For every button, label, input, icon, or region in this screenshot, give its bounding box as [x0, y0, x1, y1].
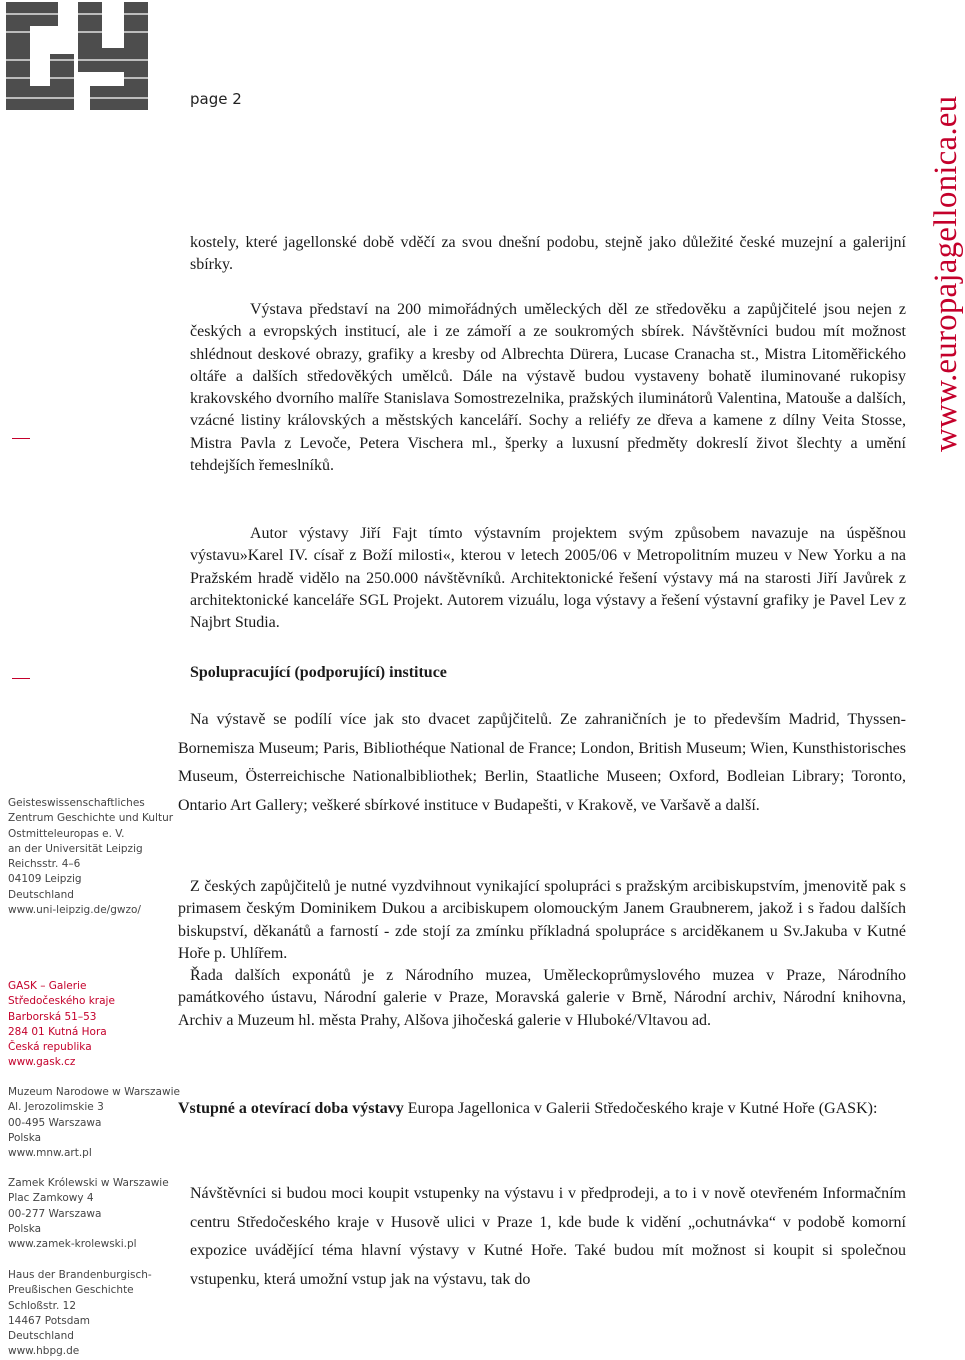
sidebar-address-gwzo	[8, 796, 173, 918]
address-line: Muzeum Narodowe w Warszawie	[8, 1086, 180, 1098]
address-line: Geisteswissenschaftliches	[8, 797, 145, 809]
address-line: Reichsstr. 4–6	[8, 858, 81, 871]
margin-rule-1	[12, 438, 30, 439]
address-line: 284 01 Kutná Hora	[8, 1025, 107, 1038]
paragraph-exhibition: Výstava představí na 200 mimořádných uměleckých děl ze středověku a zapůjčitelé jsou nejen z českých a evropských institucí, ale i ze zámoří a ze soukromých sbírek. Návštěvníci budou mít možnost shlédnout deskové obrazy, grafiky a kresby od Albrechta Dürera, Lucase Cranacha st., Mistra Litoměřického oltáře a dalších středověkých umělců. Dále na výstavě budou vystaveny bohatě iluminované rukopisy krakovského dvorního malíře Stanislava Somostrezelnika, pražských iluminátorů Valentina, Matouše a dalších, vzácné listiny královských a městských kanceláří. Sochy a reliéfy ze dřeva a kamene z dílny Veita Stosse, Mistra Pavla z Levoče, Petera Vischera ml., šperky a luxusní předměty dokreslí život šlechty a umění tehdejších řemeslníků.	[190, 301, 906, 475]
address-line: Zamek Królewski w Warszawie	[8, 1177, 169, 1189]
address-line: Plac Zamkowy 4	[8, 1192, 94, 1205]
address-line: Ostmitteleuropas e. V.	[8, 827, 125, 840]
address-line: 00-277 Warszawa	[8, 1207, 102, 1220]
paragraph-author: Autor výstavy Jiří Fajt tímto výstavním projektem svým způsobem navazuje na úspěšnou výstavu»Karel IV. císař z Boží milosti«, kterou v letech 2005/06 v Metropolitním muzeu v New Yorku a na Pražském hradě vidělo na 250.000 návštěvníků. Architektonické řešení výstavy má na starosti Jiří Javůrek z architektonické kanceláře SGL Projekt. Autorem vizuálu, loga výstavy a řešení výstavní grafiky je Pavel Lev z Najbrt Studia.	[190, 525, 906, 632]
address-link[interactable]: www.hbpg.de	[8, 1345, 80, 1358]
sidebar-address-gask	[8, 979, 115, 1071]
address-line: Polska	[8, 1131, 42, 1144]
page-number: page 2	[190, 90, 242, 108]
vertical-website-url: www.europajagellonica.eu	[928, 95, 964, 452]
address-line: Středočeského kraje	[8, 995, 115, 1008]
address-link[interactable]: www.zamek-krolewski.pl	[8, 1238, 137, 1251]
paragraph-lenders-other: Řada dalších exponátů je z Národního muzea, Uměleckoprůmyslového muzea v Praze, Národního památkového ústavu, Národní galerie v Praze, Moravská galerie v Brně, Národní archiv, Národní knihovna, Archiv a Muzeum hl. města Prahy, Alšova jihočeská galerie v Hluboké/Vltavou ad.	[178, 967, 906, 1029]
address-link[interactable]: www.uni-leipzig.de/gwzo/	[8, 904, 141, 917]
address-link[interactable]: www.gask.cz	[8, 1056, 76, 1069]
address-line: Barborská 51–53	[8, 1010, 97, 1023]
address-line: Haus der Brandenburgisch-	[8, 1269, 152, 1281]
address-line: Česká republika	[8, 1041, 92, 1054]
sidebar-address-hbpg	[8, 1268, 152, 1360]
paragraph-lenders-foreign: Na výstavě se podílí více jak sto dvacet zapůjčitelů. Ze zahraničních je to především Madrid, Thyssen-Bornemisza Museum; Paris, Bibliothéque National de France; London, British Museum; Wien, Kunsthistorisches Museum, Österreichische Nationalbibliothek; Berlin, Staatliche Museen; Oxford, Bodleian Library; Toronto, Ontario Art Gallery; veškeré sbírkové instituce v Budapešti, v Krakově, ve Varšavě a další.	[178, 711, 906, 815]
address-line: Zentrum Geschichte und Kultur	[8, 812, 174, 825]
address-line: Deutschland	[8, 1330, 74, 1343]
address-line: Preußischen Geschichte	[8, 1284, 134, 1297]
paragraph-tickets: Návštěvníci si budou moci koupit vstupenky na výstavu i v předprodeji, a to i v nově otevřeném Informačním centru Středočeského kraje v Husově ulici v Praze 1, kde bude k vidění „ochutnávka“ v podobě komorní expozice uvádějící téma hlavní výstavy v Kutné Hoře. Také budou mít možnost si koupit si společnou vstupenku, která umožní vstup jak na výstavu, tak do	[190, 1185, 906, 1289]
section-heading: Spolupracující (podporující) instituce	[190, 664, 447, 681]
address-line: Schloßstr. 12	[8, 1299, 77, 1312]
sidebar-address-mnw	[8, 1085, 180, 1161]
address-line: 14467 Potsdam	[8, 1314, 91, 1327]
address-line: Polska	[8, 1222, 42, 1235]
margin-rule-2	[12, 678, 30, 679]
address-link[interactable]: www.mnw.art.pl	[8, 1147, 92, 1160]
paragraph-lenders-czech: Z českých zapůjčitelů je nutné vyzdvihnout vynikající spolupráci s pražským arcibiskupstvím, jmenovitě pak s primasem českým Dominikem Dukou a arcibiskupem olomouckým Janem Graubnerem, jakož i s řadou dalších biskupství, děkanátů a farností - zde stojí za zmínku příkladná spolupráce s arciděkanem u Sv.Jakuba v Kutné Hoře p. Uhlířem.	[178, 878, 906, 962]
paragraph-admission	[178, 1097, 906, 1121]
address-line: 04109 Leipzig	[8, 873, 82, 886]
admission-heading: Vstupné a otevírací doba výstavy	[178, 1100, 404, 1117]
address-line: Al. Jerozolimskie 3	[8, 1101, 104, 1114]
address-line: an der Universität Leipzig	[8, 842, 143, 855]
address-line: GASK – Galerie	[8, 980, 87, 992]
admission-text: Europa Jagellonica v Galerii Středočeského kraje v Kutné Hoře (GASK):	[403, 1100, 878, 1117]
address-line: 00-495 Warszawa	[8, 1116, 102, 1129]
paragraph-intro: kostely, které jagellonské době vděčí za svou dnešní podobu, stejně jako důležité české muzejní a galerijní sbírky.	[190, 234, 906, 274]
gwzo-logo-icon	[6, 2, 148, 110]
address-line: Deutschland	[8, 888, 74, 901]
sidebar-address-zamek	[8, 1176, 169, 1252]
